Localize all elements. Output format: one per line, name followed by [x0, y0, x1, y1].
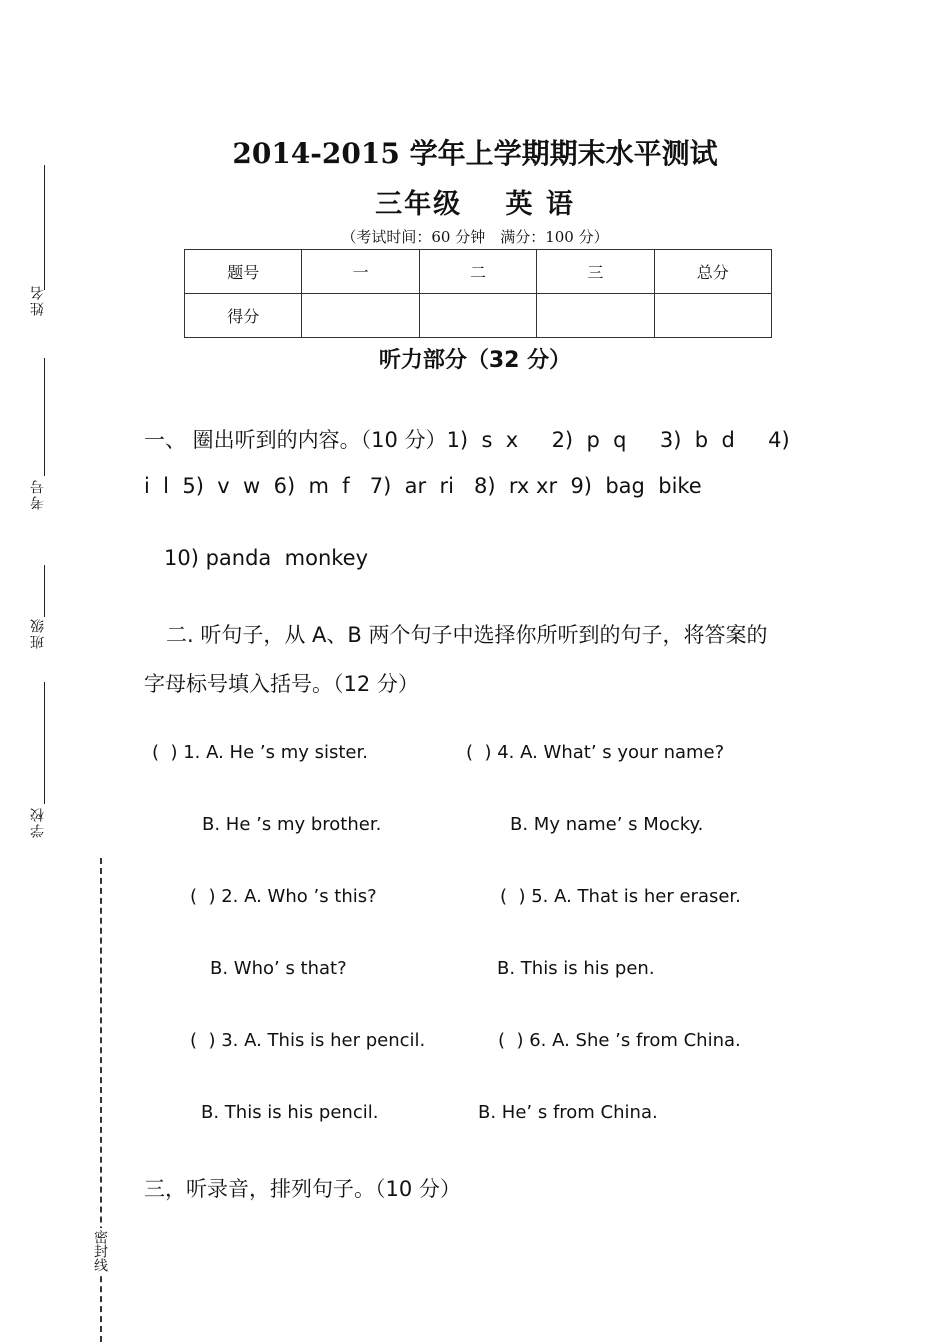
section2-line2: 字母标号填入括号。（12 分）: [144, 672, 419, 696]
exam-subtitle: [0, 182, 950, 221]
question-4a: ( ) 4. A. What’ s your name?: [466, 742, 725, 763]
question-6a: ( ) 6. A. She ’s from China.: [498, 1030, 741, 1051]
section1-line3: 10) panda monkey: [164, 546, 369, 570]
score-cell[interactable]: [537, 294, 654, 338]
grade-label: 三年级: [375, 189, 463, 220]
table-cell: 二: [419, 250, 536, 294]
seal-line-label: 密封线: [92, 1230, 108, 1272]
section1-line2: i l 5) v w 6) m f 7) ar ri 8) rx xr 9) bag bike: [144, 474, 702, 498]
section3-title: 三，听录音，排列句子。（10 分）: [144, 1177, 461, 1201]
question-2a: ( ) 2. A. Who ’s this?: [190, 886, 377, 907]
score-table: [184, 249, 772, 338]
class-line: [44, 565, 45, 617]
question-5b: B. This is his pen.: [497, 958, 655, 979]
question-4b: B. My name’ s Mocky.: [510, 814, 704, 835]
score-cell[interactable]: [654, 294, 771, 338]
table-cell: 三: [537, 250, 654, 294]
exam-number-line: [44, 358, 45, 476]
table-cell: 总分: [654, 250, 771, 294]
table-cell: 得分: [185, 294, 302, 338]
exam-number-label: 考号: [30, 478, 46, 510]
exam-info: （考试时间：60 分钟 满分：100 分）: [341, 228, 609, 246]
question-1a: ( ) 1. A. He ’s my sister.: [152, 742, 368, 763]
table-cell: 题号: [185, 250, 302, 294]
subject-label: 英 语: [505, 189, 575, 220]
section2-line1: 二. 听句子，从 A、B 两个句子中选择你所听到的句子，将答案的: [166, 623, 768, 647]
name-label: 姓名: [30, 284, 46, 316]
table-cell: 一: [302, 250, 419, 294]
school-label: 学校: [30, 806, 46, 838]
question-3b: B. This is his pencil.: [201, 1102, 379, 1123]
question-2b: B. Who’ s that?: [210, 958, 347, 979]
question-3a: ( ) 3. A. This is her pencil.: [190, 1030, 426, 1051]
exam-title: 2014-2015 学年上学期期末水平测试: [232, 137, 718, 170]
score-cell[interactable]: [302, 294, 419, 338]
question-5a: ( ) 5. A. That is her eraser.: [500, 886, 741, 907]
school-line: [44, 682, 45, 804]
score-cell[interactable]: [419, 294, 536, 338]
question-6b: B. He’ s from China.: [478, 1102, 658, 1123]
section1-line1: 一、 圈出听到的内容。（10 分）1) s x 2) p q 3) b d 4): [144, 428, 790, 452]
listening-section-title: 听力部分（32 分）: [378, 348, 572, 373]
question-1b: B. He ’s my brother.: [202, 814, 382, 835]
score-table-header-row: [185, 250, 772, 294]
score-table-score-row: [185, 294, 772, 338]
class-label: 班级: [30, 617, 46, 649]
